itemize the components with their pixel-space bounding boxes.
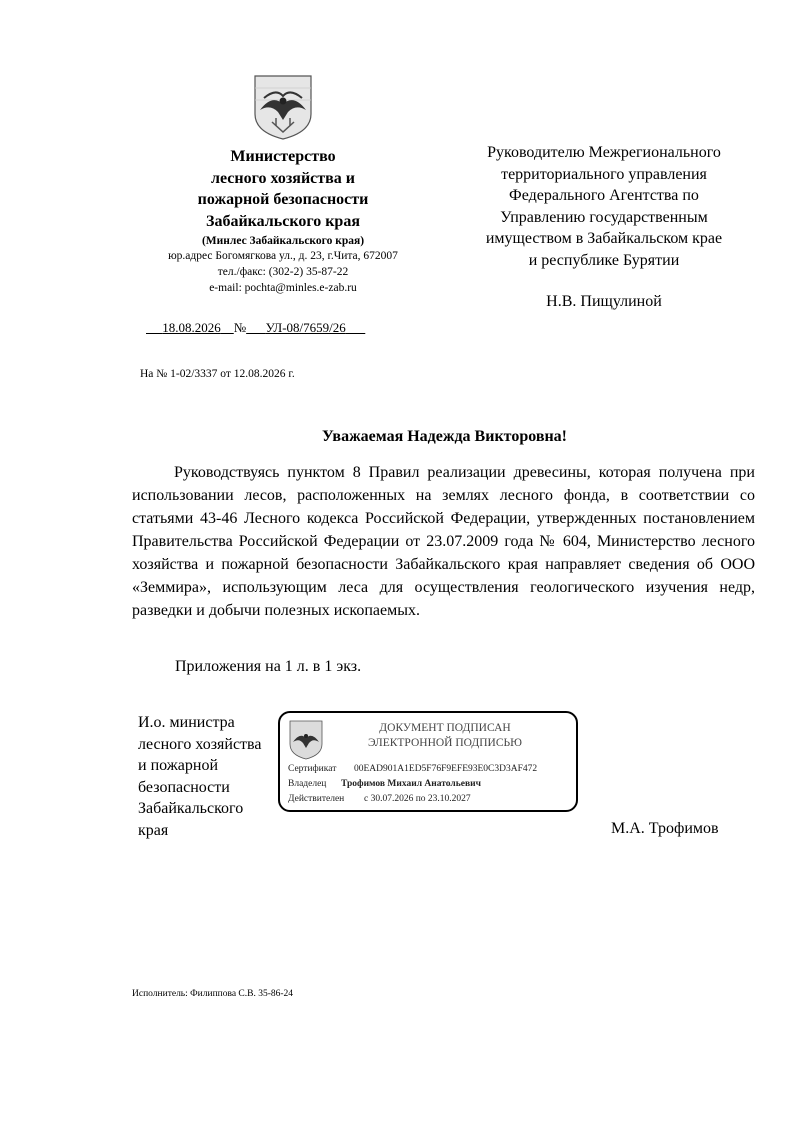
ministry-address: юр.адрес Богомягкова ул., д. 23, г.Чита, 672007 <box>168 250 398 262</box>
registration-number: УЛ-08/7659/26 <box>265 320 346 335</box>
stamp-certificate-label: Сертификат <box>288 764 337 774</box>
stamp-title-line: ДОКУМЕНТ ПОДПИСАН <box>379 722 511 734</box>
ministry-short-name: (Минлес Забайкальского края) <box>201 235 365 247</box>
recipient-block <box>458 142 750 313</box>
ministry-phone: тел./факс: (302-2) 35-87-22 <box>217 266 349 278</box>
recipient-line: Федерального Агентства по <box>509 187 699 204</box>
stamp-validity-label: Действителен <box>288 794 345 804</box>
electronic-signature-stamp <box>278 711 578 812</box>
signer-name: М.А. Трофимов <box>611 820 719 837</box>
stamp-owner-value: Трофимов Михаил Анатольевич <box>341 779 481 789</box>
stamp-owner-row <box>288 779 481 789</box>
letter-body: Руководствуясь пунктом 8 Правил реализации древесины, которая получена при использовании лесов, расположенных на землях лесного фонда, в соответствии со статьями 43-46 Лесного кодекса Российской Федерации, утвержденных постановлением Правительства Российской Федерации от 23.07.2009 года № 604, Министерство лесного хозяйства и пожарной безопасности Забайкальского края направляет сведения об ООО «Земмира», использующим леса для осуществления геологического изучения недр, разведки и добычи полезных ископаемых. <box>132 464 755 619</box>
ministry-name-line: пожарной безопасности <box>197 191 369 208</box>
ministry-name-line: Министерство <box>230 148 336 165</box>
registration-number-label: № <box>233 320 247 335</box>
stamp-owner-label: Владелец <box>288 779 327 789</box>
recipient-line: Руководителю Межрегионального <box>487 144 721 161</box>
registration-line <box>146 320 365 336</box>
recipient-line: территориального управления <box>501 165 707 183</box>
ministry-name-line: Забайкальского края <box>206 212 360 230</box>
coat-of-arms-icon <box>252 74 314 140</box>
ministry-name-line: лесного хозяйства и <box>211 169 355 187</box>
attachments-note: Приложения на 1 л. в 1 экз. <box>175 658 362 675</box>
recipient-name: Н.В. Пищулиной <box>546 293 662 310</box>
greeting: Уважаемая Надежда Викторовна! <box>322 428 567 445</box>
stamp-validity-row <box>288 794 471 804</box>
executor-note: Исполнитель: Филиппова С.В. 35-86-24 <box>132 989 294 999</box>
recipient-line: Управлению государственным <box>500 208 708 226</box>
stamp-certificate-value: 00EAD901A1ED5F76F9EFE93E0C3D3AF472 <box>354 764 538 774</box>
reply-reference: На № 1-02/3337 от 12.08.2026 г. <box>140 368 295 380</box>
ministry-email: e-mail: pochta@minles.e-zab.ru <box>209 282 357 294</box>
signer-title: И.о. министра лесного хозяйства и пожарной безопасности Забайкальского края <box>138 714 262 839</box>
stamp-title-line: ЭЛЕКТРОННОЙ ПОДПИСЬЮ <box>368 737 522 749</box>
stamp-certificate-row <box>288 764 537 774</box>
stamp-coat-of-arms-icon <box>289 720 323 760</box>
registration-date: 18.08.2026 <box>162 320 221 335</box>
stamp-validity-value: с 30.07.2026 по 23.10.2027 <box>364 794 471 804</box>
recipient-line: и республике Бурятии <box>528 251 680 269</box>
sender-block <box>132 146 434 296</box>
recipient-line: имуществом в Забайкальском крае <box>485 230 723 247</box>
stamp-title <box>330 721 560 751</box>
